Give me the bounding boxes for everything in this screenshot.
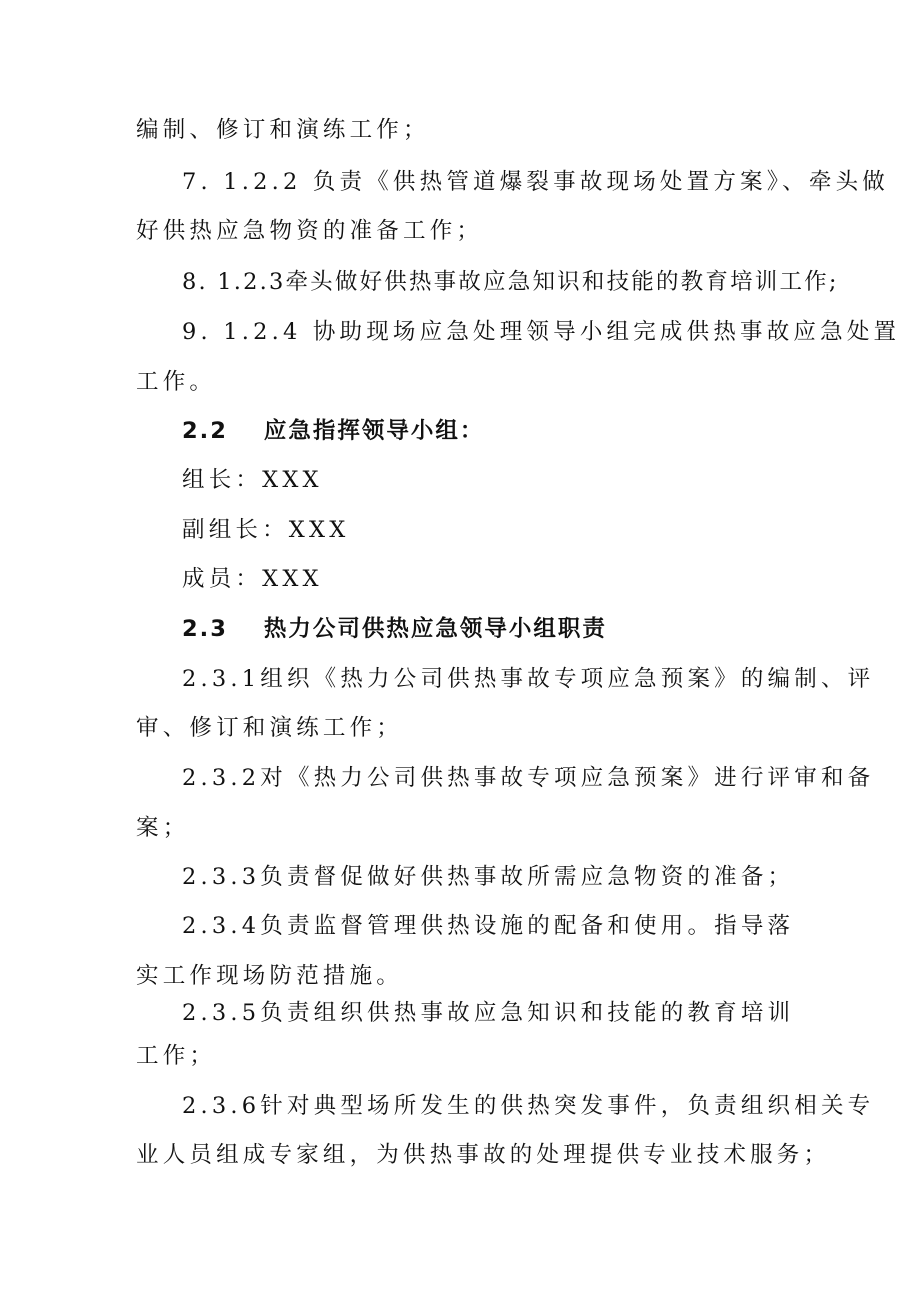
paragraph-line: 9. 1.2.4 协助现场应急处理领导小组完成供热事故应急处置 <box>182 319 901 345</box>
paragraph-line: 好供热应急物资的准备工作； <box>136 218 484 244</box>
paragraph-line: 2.3.4负责监督管理供热设施的配备和使用。指导落 <box>182 913 795 939</box>
paragraph-line: 审、修订和演练工作； <box>136 715 404 741</box>
paragraph-line: 案； <box>136 815 190 841</box>
member-line-members: 成员：XXX <box>182 566 323 592</box>
section-heading-2-3 <box>182 613 607 645</box>
heading-number: 2.3 <box>182 616 228 642</box>
paragraph-line: 业人员组成专家组，为供热事故的处理提供专业技术服务； <box>136 1142 831 1168</box>
paragraph-line: 实工作现场防范措施。 <box>136 963 404 989</box>
paragraph-line: 2.3.3负责督促做好供热事故所需应急物资的准备； <box>182 864 795 890</box>
heading-number: 2.2 <box>182 418 228 444</box>
paragraph-line: 2.3.6针对典型场所发生的供热突发事件，负责组织相关专 <box>182 1093 875 1119</box>
paragraph-line: 7. 1.2.2 负责《供热管道爆裂事故现场处置方案》、牵头做 <box>182 169 889 195</box>
member-line-deputy: 副组长：XXX <box>182 517 350 543</box>
section-heading-2-2 <box>182 415 484 447</box>
paragraph-line: 编制、修订和演练工作； <box>136 117 430 143</box>
heading-text: 热力公司供热应急领导小组职责 <box>263 616 607 642</box>
paragraph-line: 8. 1.2.3牵头做好供热事故应急知识和技能的教育培训工作; <box>182 269 839 295</box>
paragraph-line: 2.3.5负责组织供热事故应急知识和技能的教育培训 <box>182 1000 795 1026</box>
paragraph-line: 工作； <box>136 1043 217 1069</box>
heading-text: 应急指挥领导小组： <box>263 418 485 444</box>
member-line-leader: 组长：XXX <box>182 467 323 493</box>
paragraph-line: 2.3.2对《热力公司供热事故专项应急预案》进行评审和备 <box>182 765 875 791</box>
paragraph-line: 2.3.1组织《热力公司供热事故专项应急预案》的编制、评 <box>182 666 875 692</box>
paragraph-line: 工作。 <box>136 369 217 395</box>
